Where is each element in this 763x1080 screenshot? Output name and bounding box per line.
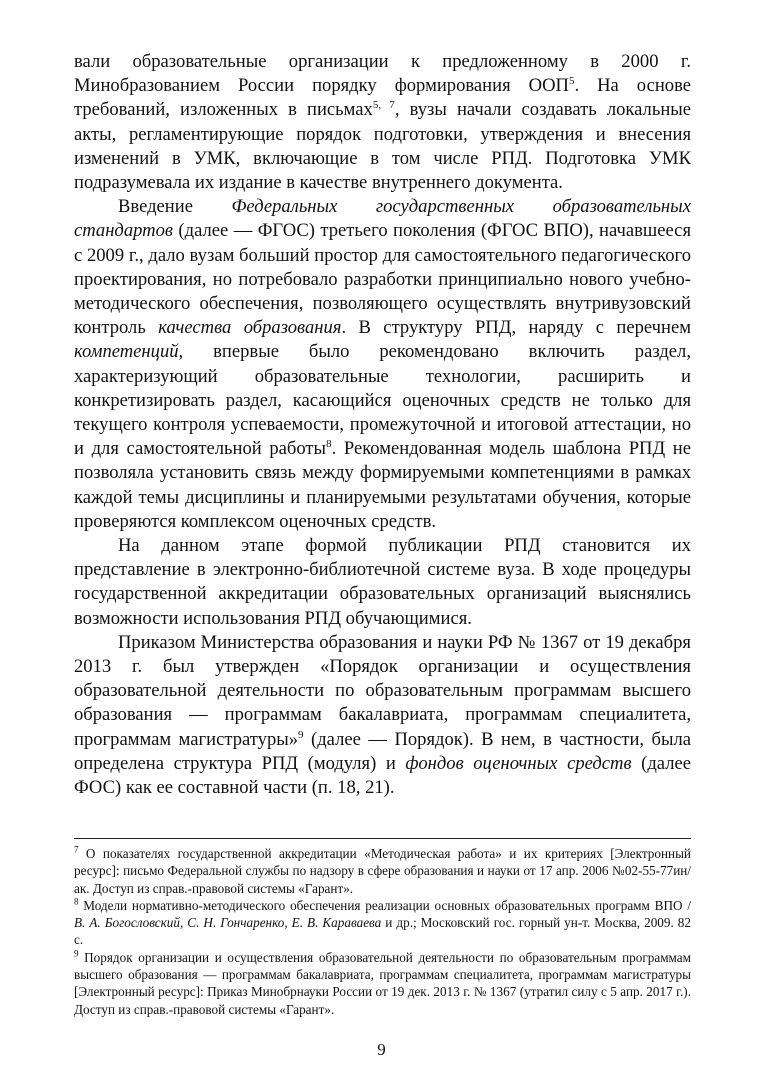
emphasis: компетенций, xyxy=(74,341,184,363)
footnote-divider xyxy=(74,838,691,839)
footnote-ref: 5, 7 xyxy=(372,99,395,112)
emphasis: качества образования xyxy=(158,317,342,339)
footnotes xyxy=(74,845,691,1018)
footnote-7: $^7$ О показателях государственной аккредитации «Методическая работа» и их критериях [Электронный ресурс]: письмо Федеральной службы по надзору в сфере образования и науки от 17 апр. 2006 №02-55-77ин/ак. Доступ из справ.-правовой системы «Гарант». xyxy=(74,844,691,896)
main-text xyxy=(74,50,691,800)
footnote-ref: 8 xyxy=(326,438,332,451)
paragraph-3: На данном этапе формой публикации РПД становится их представление в электронно-библиотечной системе вуза. В ходе процедуры государственной аккредитации образовательных организаций выяснялись возможности использования РПД обучающимися. xyxy=(74,535,691,629)
paragraph-2: Введение Федеральных государственных образовательных стандартов (далее — ФГОС) третьего поколения (ФГОС ВПО), начавшееся с 2009 г., дало вузам больший простор для самостоятельного педагогического проектирования, но потребовало разработки принципиально нового учебно-методического обеспечения, позволяющего осуществлять внутривузовский контроль качества образования. В структуру РПД, наряду с перечнем компетенций, впервые было рекомендовано включить раздел, характеризующий образовательные технологии, расширить и конкретизировать раздел, касающийся оценочных средств не только для текущего контроля успеваемости, промежуточной и итоговой аттестации, но и для самостоятельной работы$^8$. Рекомендованная модель шаблона РПД не позволяла установить связь между формируемыми компетенциями в рамках каждой темы дисциплины и планируемыми результатами обучения, которые проверяются комплексом оценочных средств. xyxy=(74,196,692,532)
page-number: 9 xyxy=(377,1040,386,1059)
paragraph-1: вали образовательные организации к предложенному в 2000 г. Минобразованием России порядку формирования ООП$^5$. На основе требований, изложенных в письмах$^{5, 7}$, вузы начали создавать локальные акты, регламентирующие порядок подготовки, утверждения и внесения изменений в УМК, включающие в том числе РПД. Подготовка УМК подразумевала их издание в качестве внутреннего документа. xyxy=(74,51,692,194)
footnote-9: $^9$ Порядок организации и осуществления образовательной деятельности по образовательным программам высшего образования — программам бакалавриата, программам специалитета, программам магистратуры [Электронный ресурс]: Приказ Минобрнауки России от 19 дек. 2013 г. № 1367 (утратил силу с 5 апр. 2017 г.). Доступ из справ.-правовой системы «Гарант». xyxy=(74,948,691,1017)
paragraph-4: Приказом Министерства образования и науки РФ № 1367 от 19 декабря 2013 г. был утвержден «Порядок организации и осуществления образовательной деятельности по образовательным программам высшего образования — программам бакалавриата, программам специалитета, программам магистратуры»$^9$ (далее — Порядок). В нем, в частности, была определена структура РПД (модуля) и фондов оценочных средств (далее ФОС) как ее составной части (п. 18, 21). xyxy=(74,631,692,799)
footnote-8: $^8$ Модели нормативно-методического обеспечения реализации основных образовательных программ ВПО / В. А. Богословский, С. Н. Гончаренко, Е. В. Караваева и др.; Московский гос. горный ун-т. Москва, 2009. 82 с. xyxy=(74,896,691,948)
footnote-ref: 5 xyxy=(568,75,575,88)
footnote-ref: 9 xyxy=(298,728,304,741)
emphasis: Федеральных государственных образовательных стандартов xyxy=(74,196,691,242)
emphasis: фондов оценочных средств xyxy=(405,752,632,774)
